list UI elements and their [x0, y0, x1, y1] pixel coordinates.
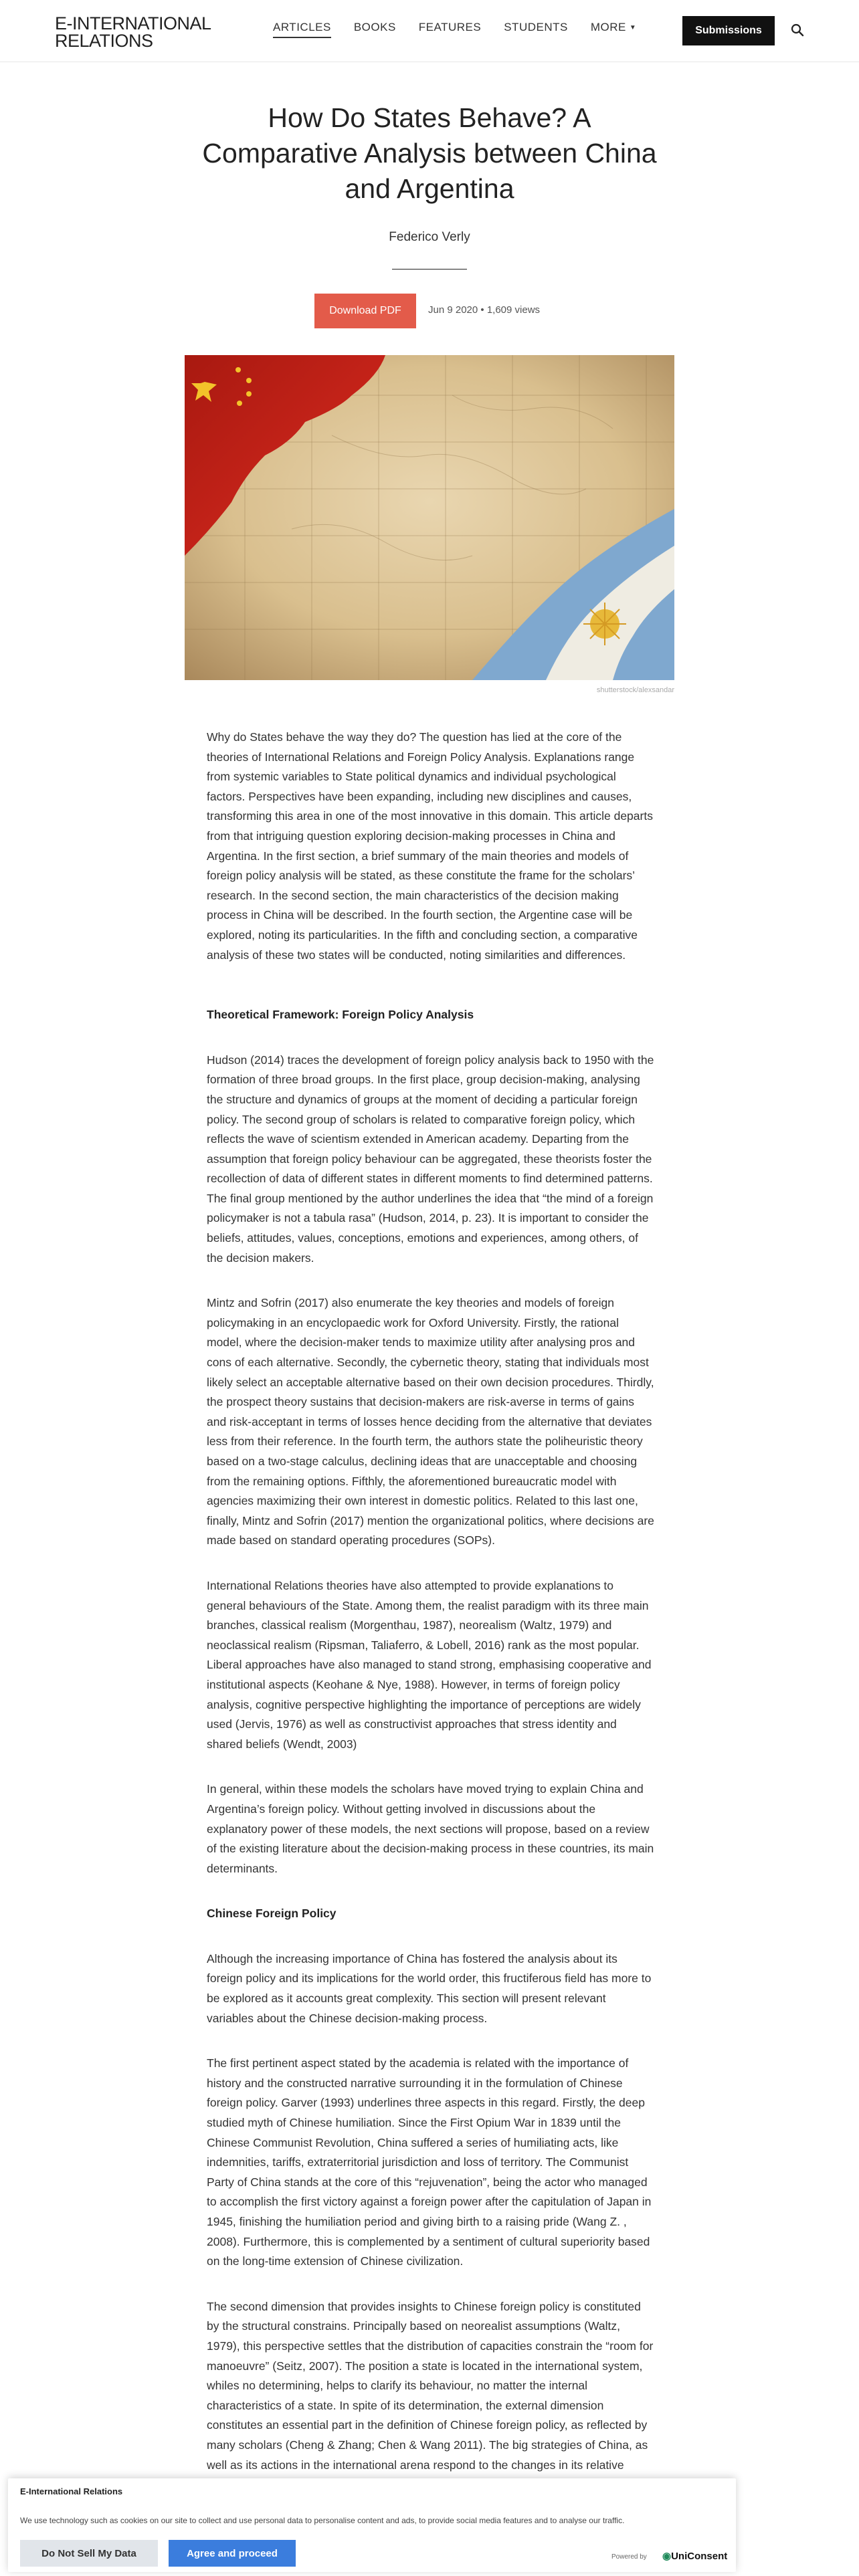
page-title: How Do States Behave? A Comparative Analysis between China and Argentina [202, 102, 657, 204]
article-body [207, 728, 655, 2520]
uniconsent-brand: UniConsent [671, 2551, 728, 2562]
nav-features[interactable]: FEATURES [418, 21, 482, 33]
nav-students[interactable]: STUDENTS [504, 21, 568, 33]
cookie-text: We use technology such as cookies on our site to collect and use personal data to personalise content and ads, to provide social media features and to analyse our traffic. [20, 2516, 625, 2525]
article-meta: Jun 9 2020 • 1,609 views [428, 304, 541, 316]
logo-line-1: E-INTERNATIONAL [55, 13, 211, 33]
title-divider [392, 269, 467, 270]
paragraph: Although the increasing importance of China has fostered the analysis about its foreign policy and its implications for the world order, this fructiferous field has more to be explored as it accounts great complexity. This section will present relevant variables about the Chinese decision-making process. [207, 1951, 652, 2025]
paragraph: Hudson (2014) traces the development of foreign policy analysis back to 1950 with the formation of three broad groups. In the first place, group decision-making, analysing the structure and dynamics of groups at the moment of deciding a particular foreign policy. The second group of scholars is related to comparative foreign policy, which reflects the wave of scientism extended in American academy. Departing from the assumption that foreign policy behaviour can be aggregated, these theorists foster the recollection of data of different states in different moments to find determined patterns. The final group mentioned by the author underlines the idea that “the mind of a foreign policymaker is not a tabula rasa” (Hudson, 2014, p. 23). It is important to consider the beliefs, attitudes, values, conceptions, emotions and experiences, among others, of the decision makers. [207, 1053, 654, 1265]
author-name[interactable]: Federico Verly [389, 230, 470, 244]
agree-button[interactable]: Agree and proceed [169, 2540, 296, 2567]
paragraph: The second dimension that provides insights to Chinese foreign policy is constituted by the structural constrains. Principally based on neorealist assumptions (Waltz, 1979), this perspective settles that the distribution of capacities constrain the “room for manoeuvre” (Seitz, 2007). The position a state is located in the international system, whiles no determining, helps to clarify its behaviour, no matter the internal characteristics of a state. In spite of its determination, the external dimension constitutes an essential part in the definition of Chinese foreign policy, as reflected by many scholars (Cheng & Zhang; Chen & Wang 2011). The big strategies of China, as well as its actions in the international arena respond to the changes in its relative [207, 2299, 654, 2472]
nav-more[interactable] [591, 21, 636, 38]
nav-books[interactable]: BOOKS [353, 21, 396, 33]
site-header [0, 0, 859, 62]
section-heading: Chinese Foreign Policy [207, 1907, 337, 1921]
caret-down-icon: ▼ [629, 24, 637, 31]
do-not-sell-button[interactable]: Do Not Sell My Data [20, 2540, 158, 2567]
section-heading: Theoretical Framework: Foreign Policy Analysis [207, 1008, 474, 1022]
paragraph: Mintz and Sofrin (2017) also enumerate the key theories and models of foreign policymaking in an encyclopaedic work for Oxford University. Firstly, the rational model, where the decision-maker tends to maximize utility after analysing pros and cons of each alternative. Secondly, the cybernetic theory, stating that individuals most likely select an acceptable alternative based on their own decision procedures. Thirdly, the prospect theory sustains that decision-makers are risk-averse in terms of gains and risk-acceptant in terms of losses hence deciding from the alternative that deviates less from their reference. In the fourth term, the authors state the poliheuristic theory based on a two-stage calculus, declining ideas that are unacceptable and choosing from the remaining options. Fifthly, the aforementioned bureaucratic model with agencies maximizing their own interest in domestic politics. Related to this last one, finally, Mintz and Sofrin (2017) mention the organizational politics, where decisions are made based on standard operating procedures (SOPs). [207, 1296, 654, 1547]
paragraph: Why do States behave the way they do? The question has lied at the core of the theories of International Relations and Foreign Policy Analysis. Explanations range from systemic variables to State political dynamics and individual psychological factors. Perspectives have been expanding, including new disciplines and causes, transforming this area in one of the most innovative in this domain. This article departs from that intriguing question exploring decision-making processes in China and Argentina. In the first section, a brief summary of the main theories and models of foreign policy analysis will be stated, as these constitute the frame for the scholars’ research. In the second section, the main characteristics of the decision making process in China will be described. In the fourth section, the Argentine case will be explored, noting its particularities. In the fifth and concluding section, a comparative analysis of these two states will be conducted, noting similarities and differences. [207, 730, 653, 962]
search-icon[interactable] [791, 23, 804, 37]
uniconsent-logo[interactable] [662, 2550, 727, 2562]
download-pdf-button[interactable]: Download PDF [314, 294, 416, 328]
paragraph: International Relations theories have also attempted to provide explanations to general behaviours of the State. Among them, the realist paradigm with its three main branches, classical realism (Morgenthau, 1987), neorealism (Waltz, 1979) and neoclassical realism (Ripsman, Taliaferro, & Lobell, 2016) rank as the most popular. Liberal approaches have also managed to stand strong, emphasising cooperative and institutional aspects (Keohane & Nye, 1988). However, in terms of foreign policy analysis, cognitive perspective highlighting the importance of perceptions are widely used (Jervis, 1976) as well as constructivist approaches that stress identity and shared beliefs (Wendt, 2003) [207, 1578, 652, 1751]
uniconsent-icon: ◉ [662, 2551, 672, 2562]
site-logo[interactable] [55, 15, 215, 49]
paragraph: The first pertinent aspect stated by the academia is related with the importance of history and the constructed narrative surrounding it in the formulation of Chinese foreign policy. Garver (1993) underlines three aspects in this regard. Firstly, the deep studied myth of Chinese humiliation. Since the First Opium War in 1839 until the Chinese Communist Revolution, China suffered a series of humiliating acts, like indemnities, tariffs, extraterritorial jurisdiction and loss of territory. The Communist Party of China stands at the core of this “rejuvenation”, being the actor who managed to accomplish the first victory against a foreign power after the capitulation of Japan in 1945, finishing the humiliation period and giving birth to a raising pride (Wang Z. , 2008). Furthermore, this is complemented by a sentiment of cultural superiority based on the long-time extension of Chinese civilization. [207, 2056, 652, 2268]
logo-line-2: RELATIONS [55, 31, 153, 51]
image-credit: shutterstock/alexsandar [596, 686, 674, 694]
cookie-consent-banner [8, 2478, 736, 2572]
hero-image [185, 355, 674, 680]
main-nav [273, 21, 659, 38]
cookie-title: E-International Relations [20, 2486, 123, 2496]
paragraph: In general, within these models the scholars have moved trying to explain China and Argentina’s foreign policy. Without getting involved in discussions about the explanatory power of these models, the next sections will propose, based on a review of the existing literature about the decision-making process in these countries, its main determinants. [207, 1782, 654, 1875]
submissions-button[interactable]: Submissions [682, 16, 775, 45]
nav-articles[interactable]: ARTICLES [273, 21, 331, 38]
powered-by-label: Powered by [611, 2553, 647, 2561]
nav-more-label: MORE [590, 21, 626, 33]
